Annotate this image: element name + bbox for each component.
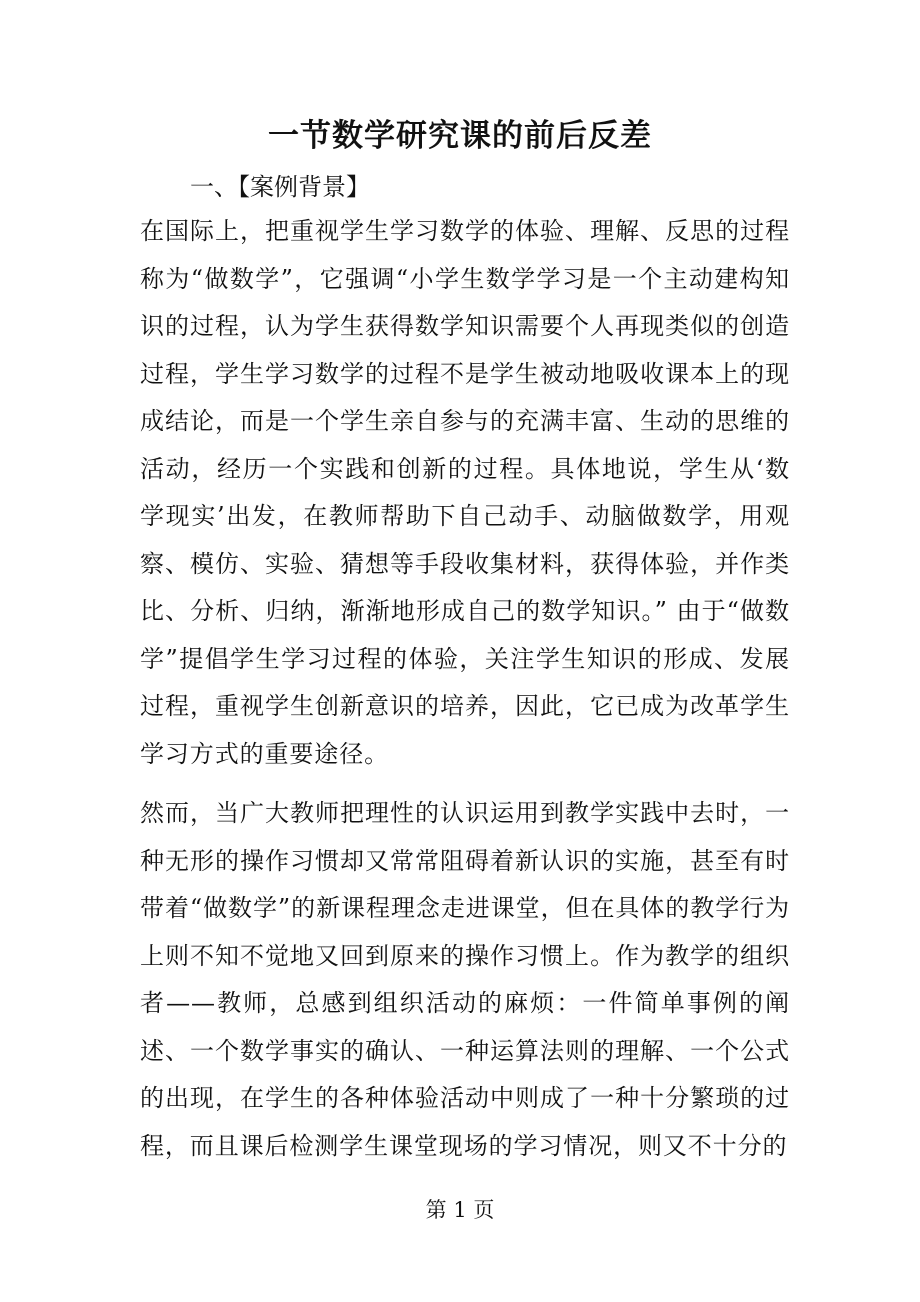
page-number: 第 1 页 [425, 1198, 495, 1222]
section-heading-case-background: 一、【案例背景】 [190, 173, 370, 201]
paragraph-2: 然而，当广大教师把理性的认识运用到教学实践中去时，一种无形的操作习惯却又常常阻碍着新认识的实施，甚至有时带着“做数学”的新课程理念走进课堂，但在具体的教学行为上则不知不觉地又回到原来的操作习惯上。作为教学的组织者——教师，总感到组织活动的麻烦：一件简单事例的阐述、一个数学事实的确认、一种运算法则的理解、一个公式的出现，在学生的各种体验活动中则成了一种十分繁琐的过程，而且课后检测学生课堂现场的学习情况，则又不十分的 [140, 799, 790, 1160]
document-title: 一节数学研究课的前后反差 [268, 118, 652, 154]
paragraph-1: 在国际上，把重视学生学习数学的体验、理解、反思的过程称为“做数学”，它强调“小学生数学学习是一个主动建构知识的过程，认为学生获得数学知识需要个人再现类似的创造过程，学生学习数学的过程不是学生被动地吸收课本上的现成结论，而是一个学生亲自参与的充满丰富、生动的思维的活动，经历一个实践和创新的过程。具体地说，学生从‘数学现实’出发，在教师帮助下自己动手、动脑做数学，用观察、模仿、实验、猜想等手段收集材料，获得体验，并作类比、分析、归纳，渐渐地形成自己的数学知识。” 由于“做数学”提倡学生学习过程的体验，关注学生知识的形成、发展过程，重视学生创新意识的培养，因此，它已成为改革学生学习方式的重要途径。 [140, 217, 790, 768]
